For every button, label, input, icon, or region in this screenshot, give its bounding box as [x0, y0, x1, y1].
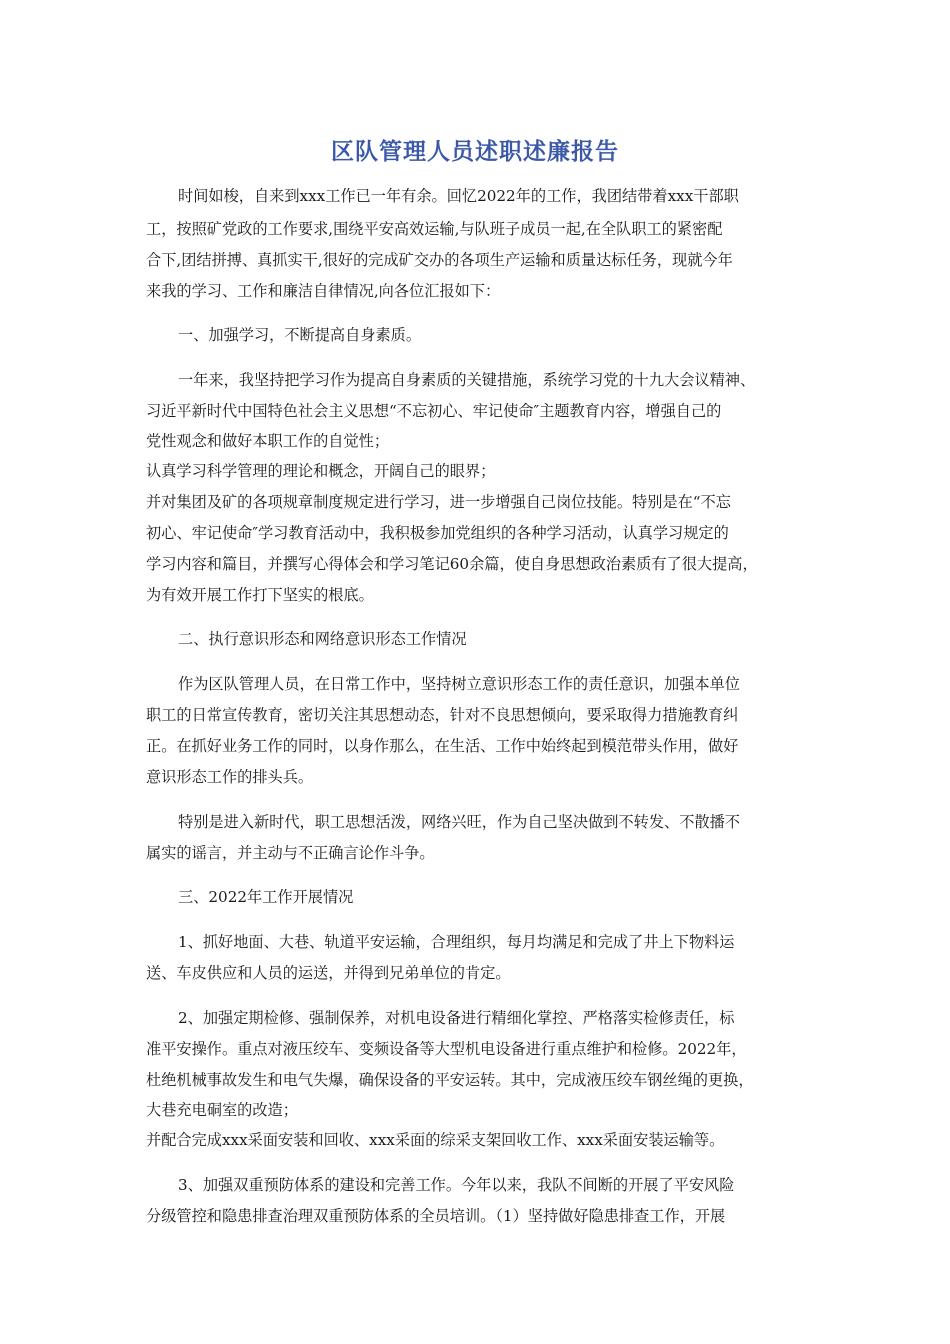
text-line: 杜绝机械事故发生和电气失爆，确保设备的平安运转。其中，完成液压绞车钢丝绳的更换， [146, 1071, 754, 1089]
document-title: 区队管理人员述职述廉报告 [331, 139, 619, 165]
text-line: 一年来，我坚持把学习作为提高自身素质的关键措施，系统学习党的十九大会议精神、 [178, 371, 756, 389]
text-line: 工，按照矿党政的工作要求,围绕平安高效运输,与队班子成员一起,在全队职工的紧密配 [146, 220, 723, 238]
text-line: 2、加强定期检修、强制保养，对机电设备进行精细化掌控、严格落实检修责任，标 [178, 1009, 735, 1027]
text-line: 作为区队管理人员，在日常工作中，坚持树立意识形态工作的责任意识，加强本单位 [178, 675, 740, 693]
text-line: 党性观念和做好本职工作的自觉性； [146, 432, 389, 450]
section-heading: 二、执行意识形态和网络意识形态工作情况 [178, 630, 467, 648]
text-line: 并对集团及矿的各项规章制度规定进行学习，进一步增强自己岗位技能。特别是在“不忘 [146, 493, 731, 511]
text-line: 3、加强双重预防体系的建设和完善工作。今年以来，我队不间断的开展了平安风险 [178, 1176, 735, 1194]
text-line: 分级管控和隐患排查治理双重预防体系的全员培训。（1）坚持做好隐患排查工作，开展 [146, 1207, 726, 1225]
text-line: 合下,团结拼搏、真抓实干,很好的完成矿交办的各项生产运输和质量达标任务，现就今年 [146, 251, 733, 269]
section-heading: 三、2022年工作开展情况 [178, 888, 354, 906]
text-line: 职工的日常宣传教育，密切关注其思想动态，针对不良思想倾向，要采取得力措施教育纠 [146, 706, 739, 724]
text-line: 准平安操作。重点对液压绞车、变频设备等大型机电设备进行重点维护和检修。2022年， [146, 1040, 747, 1058]
section-heading: 一、加强学习，不断提高自身素质。 [178, 326, 421, 344]
text-line: 来我的学习、工作和廉洁自律情况,向各位汇报如下： [146, 282, 501, 300]
text-line: 正。在抓好业务工作的同时，以身作那么，在生活、工作中始终起到模范带头作用，做好 [146, 737, 739, 755]
text-line: 属实的谣言，并主动与不正确言论作斗争。 [146, 844, 435, 862]
text-line: 大巷充电硐室的改造； [146, 1101, 298, 1119]
text-line: 时间如梭，自来到xxx工作已一年有余。回忆2022年的工作，我团结带着xxx干部职 [178, 187, 739, 205]
text-line: 习近平新时代中国特色社会主义思想“不忘初心、牢记使命″主题教育内容，增强自己的 [146, 402, 722, 420]
text-line: 特别是进入新时代，职工思想活泼，网络兴旺，作为自己坚决做到不转发、不散播不 [178, 813, 740, 831]
text-line: 学习内容和篇目，并撰写心得体会和学习笔记60余篇，使自身思想政治素质有了很大提高， [146, 555, 758, 573]
text-line: 认真学习科学管理的理论和概念，开阔自己的眼界； [146, 462, 496, 480]
text-line: 送、车皮供应和人员的运送，并得到兄弟单位的肯定。 [146, 964, 511, 982]
text-line: 为有效开展工作打下坚实的根底。 [146, 586, 374, 604]
text-line: 并配合完成xxx采面安装和回收、xxx采面的综采支架回收工作、xxx采面安装运输等。 [146, 1131, 725, 1149]
text-line: 初心、牢记使命″学习教育活动中，我积极参加党组织的各种学习活动，认真学习规定的 [146, 524, 729, 542]
text-line: 意识形态工作的排头兵。 [146, 768, 314, 786]
text-line: 1、抓好地面、大巷、轨道平安运输，合理组织，每月均满足和完成了井上下物料运 [178, 933, 735, 951]
